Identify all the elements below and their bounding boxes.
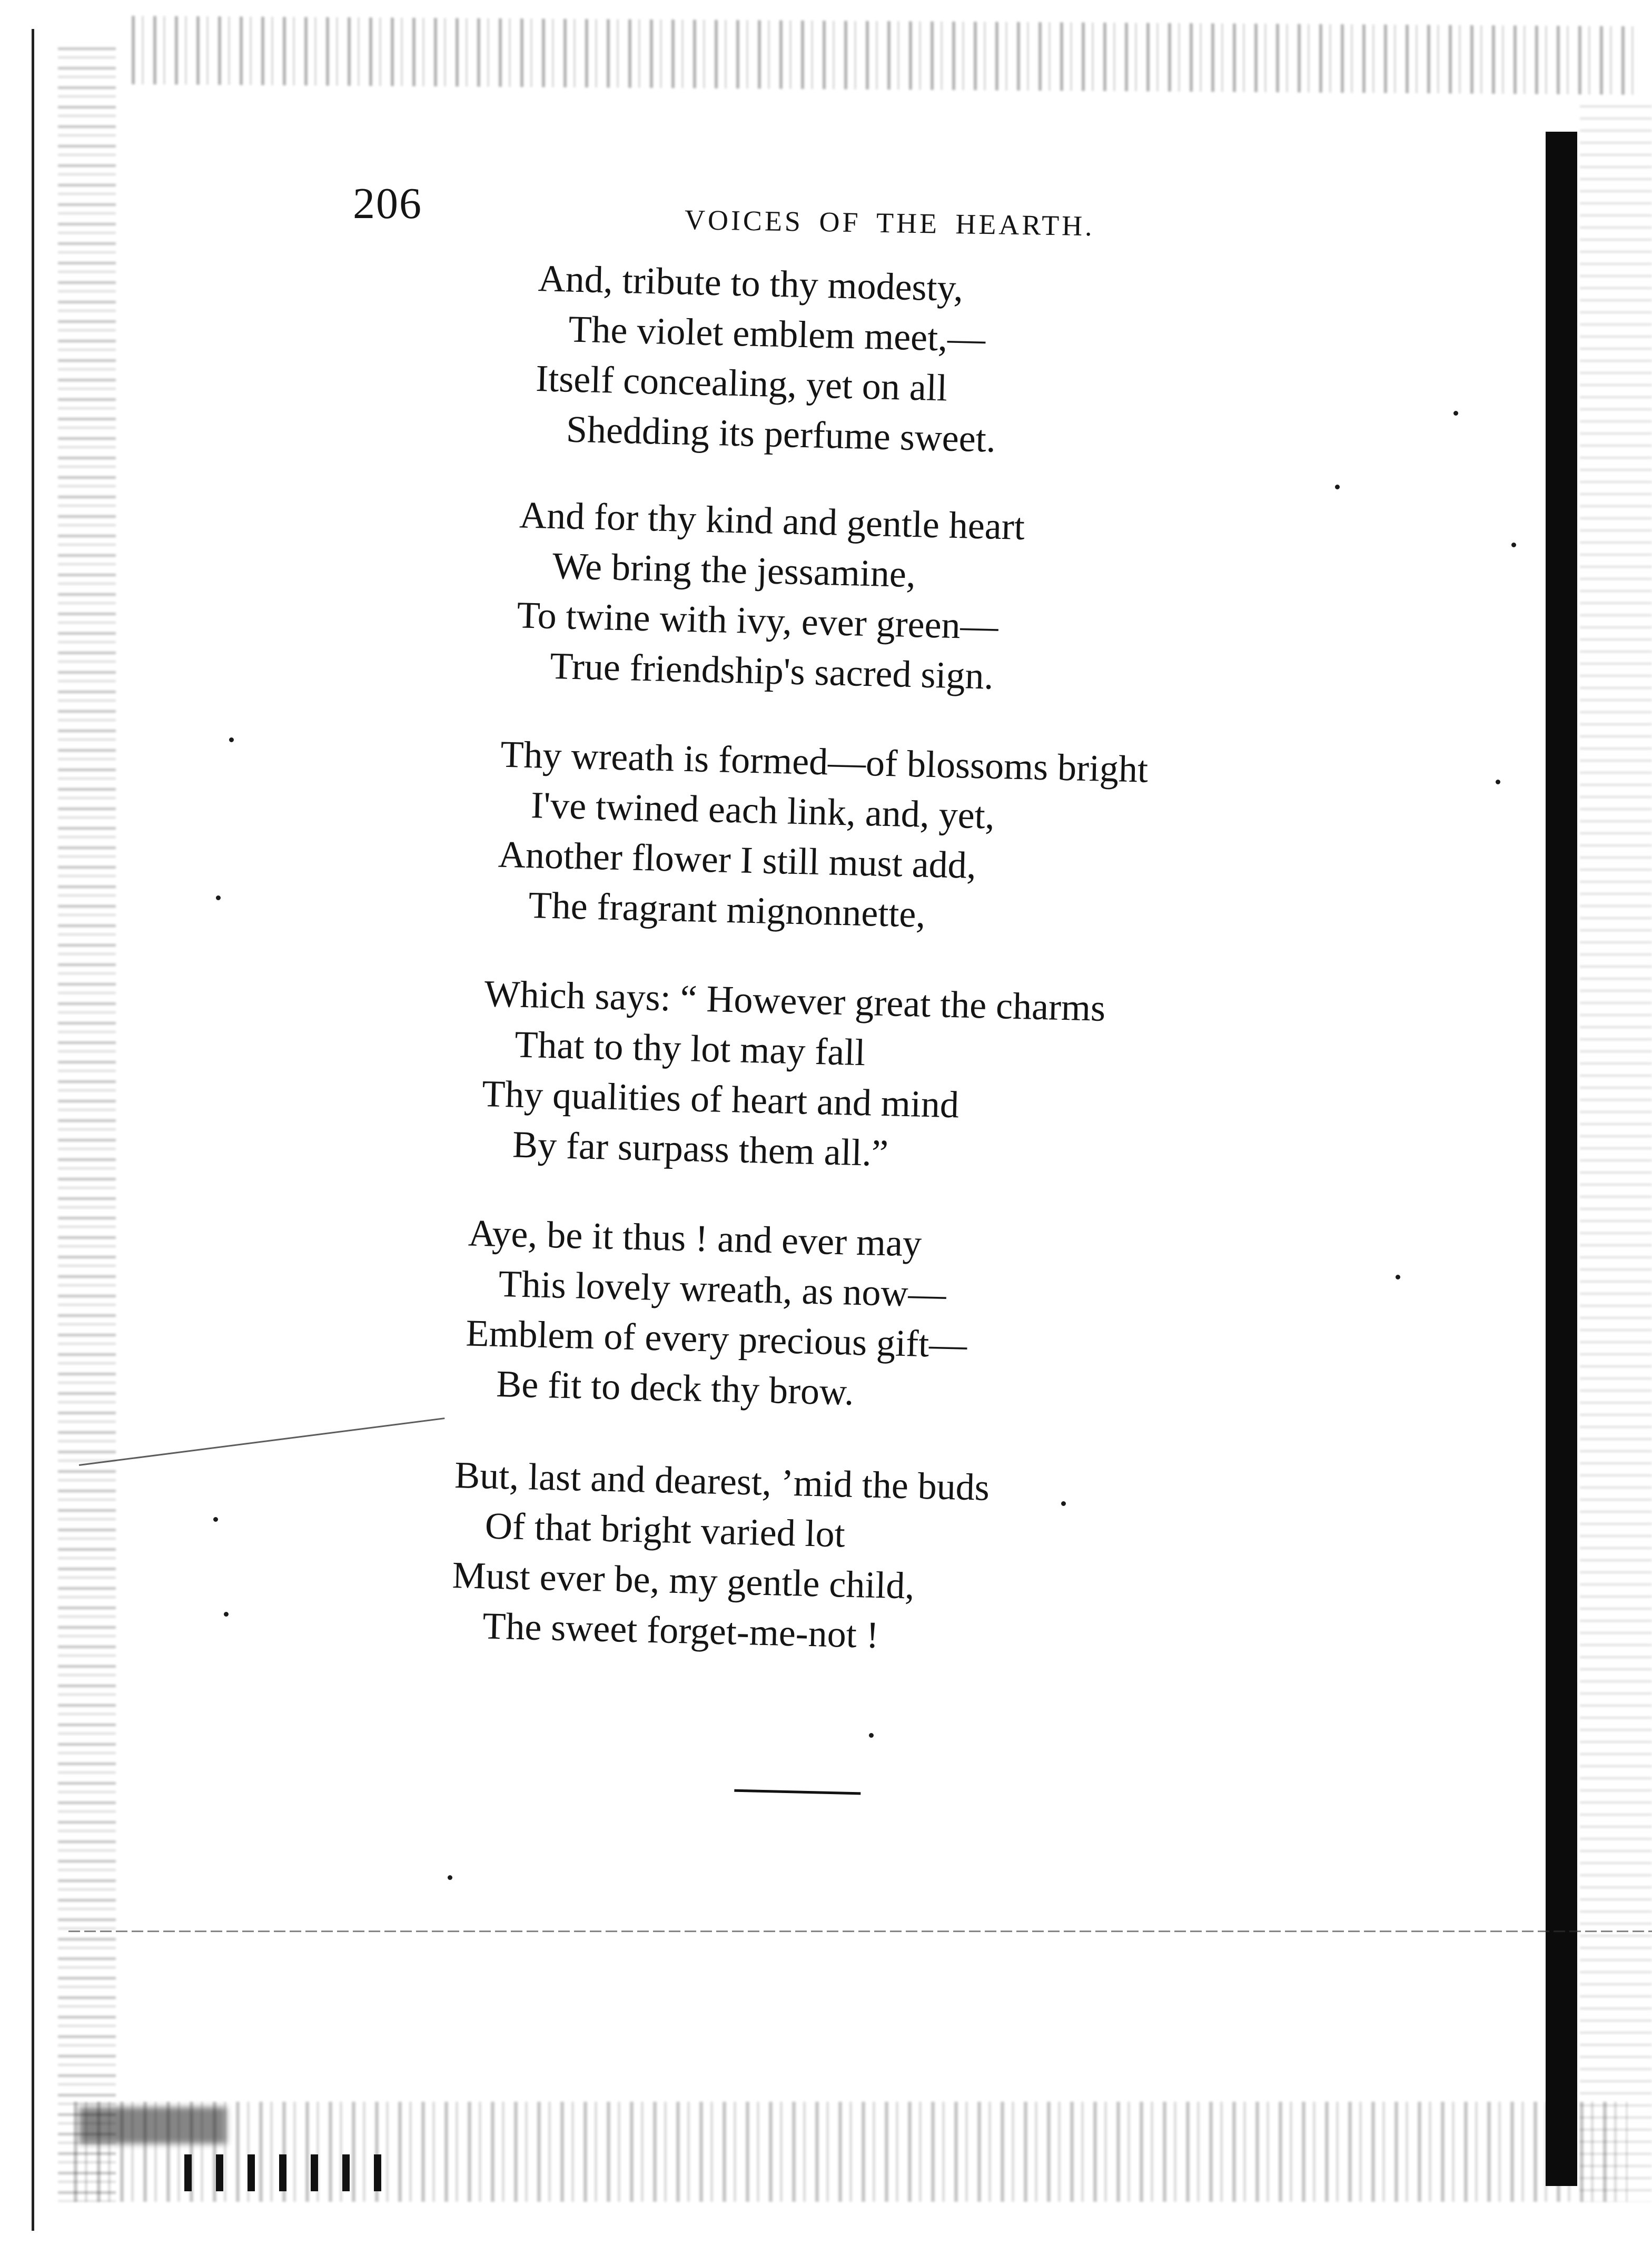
poem-line: Thy qualities of heart and mind (481, 1072, 959, 1126)
poem-line: By far surpass them all.” (512, 1123, 889, 1175)
poem-line: This lovely wreath, as now— (498, 1262, 947, 1315)
poem-line: Shedding its perfume sweet. (566, 408, 996, 460)
poem-line: To twine with ivy, ever green— (516, 594, 999, 647)
poem-line: Must ever be, my gentle child, (451, 1553, 915, 1607)
poem-line: Aye, be it thus ! and ever may (468, 1212, 922, 1265)
end-rule (734, 1789, 860, 1795)
poem-line: The fragrant mignonnette, (528, 884, 926, 936)
poem-line: Emblem of every precious gift— (465, 1312, 968, 1366)
poem-line: Another flower I still must add, (498, 833, 977, 887)
poem-line: We bring the jessamine, (552, 544, 916, 596)
poem-line: But, last and dearest, ’mid the buds (454, 1454, 990, 1509)
poem-line: Thy wreath is formed—of blossoms bright (500, 733, 1149, 791)
poem-line: True friendship's sacred sign. (549, 644, 994, 697)
poem-line: And for thy kind and gentle heart (519, 494, 1025, 548)
poem-line: The violet emblem meet,— (568, 308, 986, 360)
poem-line: I've twined each link, and, yet, (530, 784, 995, 837)
poem-line: Of that bright varied lot (484, 1504, 846, 1555)
page-number: 206 (353, 179, 422, 228)
running-title: VOICES OF THE HEARTH. (684, 204, 1095, 242)
poem-line: Be fit to deck thy brow. (496, 1362, 855, 1413)
poem-line: Which says: “ However great the charms (483, 972, 1106, 1029)
poem-line: That to thy lot may fall (514, 1023, 866, 1074)
poem-line: The sweet forget-me-not ! (482, 1604, 879, 1657)
poem-line: Itself concealing, yet on all (535, 357, 948, 409)
poem-line: And, tribute to thy modesty, (537, 257, 964, 310)
